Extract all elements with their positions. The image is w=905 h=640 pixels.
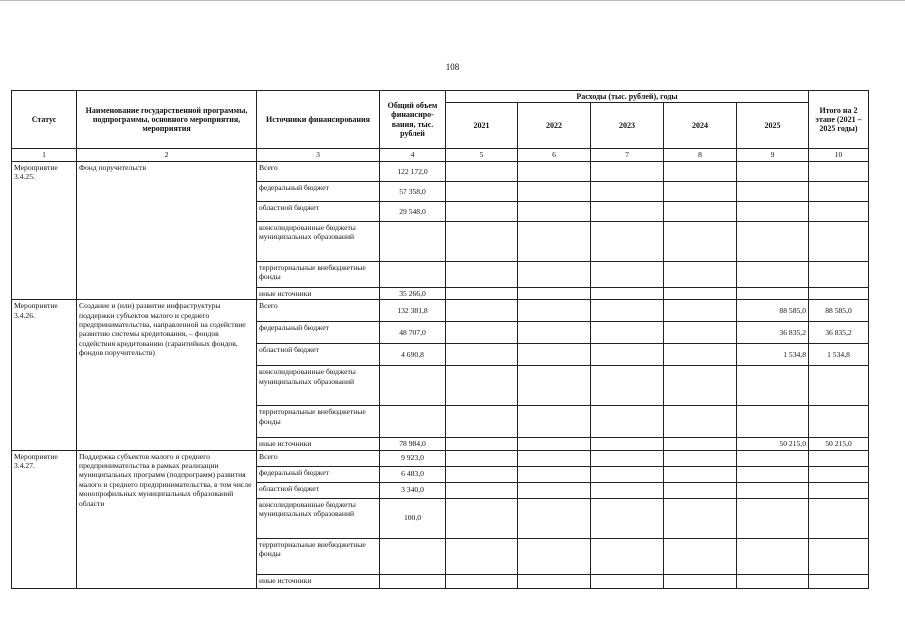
row-source: федеральный бюджет	[257, 322, 380, 344]
row-itogo	[809, 538, 869, 574]
column-number: 8	[664, 149, 737, 161]
row-total: 100,0	[380, 498, 446, 538]
row-year-cell	[664, 344, 737, 366]
row-year-cell	[518, 287, 591, 299]
row-year-cell	[591, 366, 664, 406]
row-year-cell	[591, 161, 664, 181]
row-itogo	[809, 574, 869, 588]
row-total	[380, 261, 446, 287]
row-year-2025: 88 585,0	[737, 300, 809, 322]
header-sources: Источники финансирования	[257, 91, 380, 149]
header-year: 2022	[518, 103, 591, 149]
row-year-cell	[591, 300, 664, 322]
row-year-cell	[518, 221, 591, 261]
row-year-2025	[737, 221, 809, 261]
row-year-cell	[446, 482, 518, 498]
row-total: 35 266,0	[380, 287, 446, 299]
row-year-cell	[591, 574, 664, 588]
row-year-cell	[664, 482, 737, 498]
row-year-cell	[518, 406, 591, 438]
row-itogo	[809, 482, 869, 498]
row-total: 48 707,0	[380, 322, 446, 344]
row-source: консолидированные бюджеты муниципальных образований	[257, 498, 380, 538]
row-total: 132 381,8	[380, 300, 446, 322]
row-year-cell	[518, 161, 591, 181]
row-status: Мероприятие 3.4.26.	[12, 300, 77, 450]
row-year-cell	[518, 322, 591, 344]
row-source: территориальные внебюджетные фонды	[257, 261, 380, 287]
row-year-cell	[591, 344, 664, 366]
row-source: консолидированные бюджеты муниципальных образований	[257, 366, 380, 406]
header-year: 2024	[664, 103, 737, 149]
row-source: областной бюджет	[257, 482, 380, 498]
column-number: 2	[77, 149, 257, 161]
row-name: Фонд поручительств	[77, 161, 257, 299]
row-itogo	[809, 181, 869, 201]
row-source: Всего	[257, 300, 380, 322]
row-source: Всего	[257, 450, 380, 466]
row-year-cell	[518, 261, 591, 287]
row-source: областной бюджет	[257, 201, 380, 221]
row-year-cell	[446, 300, 518, 322]
row-year-cell	[591, 538, 664, 574]
header-itogo: Итого на 2 этапе (2021 – 2025 годы)	[809, 91, 869, 149]
row-year-cell	[446, 498, 518, 538]
row-year-cell	[446, 261, 518, 287]
column-number: 3	[257, 149, 380, 161]
row-year-2025	[737, 406, 809, 438]
row-year-cell	[446, 574, 518, 588]
row-total: 4 690,8	[380, 344, 446, 366]
row-year-cell	[518, 201, 591, 221]
row-year-cell	[446, 538, 518, 574]
row-year-cell	[664, 538, 737, 574]
row-total: 3 340,0	[380, 482, 446, 498]
table-row	[12, 450, 869, 466]
row-year-2025	[737, 466, 809, 482]
row-total	[380, 366, 446, 406]
row-year-2025	[737, 498, 809, 538]
row-year-2025	[737, 482, 809, 498]
row-total	[380, 406, 446, 438]
row-year-cell	[446, 438, 518, 450]
row-itogo	[809, 498, 869, 538]
row-year-2025	[737, 161, 809, 181]
row-year-2025	[737, 201, 809, 221]
row-itogo: 50 215,0	[809, 438, 869, 450]
row-source: федеральный бюджет	[257, 466, 380, 482]
row-year-cell	[446, 181, 518, 201]
row-total: 57 358,0	[380, 181, 446, 201]
row-year-cell	[591, 181, 664, 201]
row-source: федеральный бюджет	[257, 181, 380, 201]
row-itogo	[809, 261, 869, 287]
row-source: территориальные внебюджетные фонды	[257, 538, 380, 574]
row-year-cell	[664, 450, 737, 466]
row-year-cell	[518, 538, 591, 574]
header-name: Наименование государственной программы, подпрограммы, основного мероприятия, мероприятия	[77, 91, 257, 149]
row-year-cell	[664, 438, 737, 450]
row-name: Поддержка субъектов малого и среднего предпринимательства в рамках реализации муниципальных программ (подпрограмм) развития малого и среднего предпринимательства, в том числе монопрофильных муниципальных образований области	[77, 450, 257, 588]
row-year-cell	[518, 300, 591, 322]
row-year-cell	[664, 466, 737, 482]
page-number: 108	[445, 62, 460, 72]
table-row	[12, 161, 869, 181]
row-year-cell	[591, 322, 664, 344]
row-year-cell	[664, 287, 737, 299]
row-itogo: 1 534,8	[809, 344, 869, 366]
row-itogo	[809, 406, 869, 438]
row-year-cell	[591, 406, 664, 438]
column-number: 1	[12, 149, 77, 161]
row-status: Мероприятие 3.4.25.	[12, 161, 77, 299]
header-year: 2023	[591, 103, 664, 149]
row-year-cell	[664, 201, 737, 221]
row-year-cell	[446, 450, 518, 466]
row-total: 6 483,0	[380, 466, 446, 482]
row-year-cell	[664, 498, 737, 538]
header-expenses: Расходы (тыс. рублей), годы	[446, 91, 809, 103]
row-itogo: 36 835,2	[809, 322, 869, 344]
row-name: Создание и (или) развитие инфраструктуры поддержки субъектов малого и среднего предпринимательства, направленной на содействие развитию системы кредитования, – фондов содействия кредитованию (гарантийных фондов, фондов поручительств)	[77, 300, 257, 450]
row-source: иные источники	[257, 287, 380, 299]
row-source: консолидированные бюджеты муниципальных образований	[257, 221, 380, 261]
row-year-2025	[737, 366, 809, 406]
row-itogo	[809, 366, 869, 406]
row-year-cell	[518, 181, 591, 201]
scan-edge	[0, 0, 905, 1]
column-number: 5	[446, 149, 518, 161]
row-year-cell	[518, 498, 591, 538]
row-year-cell	[664, 406, 737, 438]
row-status: Мероприятие 3.4.27.	[12, 450, 77, 588]
row-source: областной бюджет	[257, 344, 380, 366]
row-year-2025	[737, 450, 809, 466]
row-year-cell	[446, 406, 518, 438]
row-year-cell	[518, 482, 591, 498]
table-body	[12, 161, 869, 588]
header-year: 2025	[737, 103, 809, 149]
row-year-cell	[664, 161, 737, 181]
row-year-2025	[737, 181, 809, 201]
row-year-cell	[446, 344, 518, 366]
row-year-2025	[737, 538, 809, 574]
row-year-cell	[591, 438, 664, 450]
column-number: 6	[518, 149, 591, 161]
column-number: 4	[380, 149, 446, 161]
column-number: 7	[591, 149, 664, 161]
row-source: иные источники	[257, 438, 380, 450]
row-itogo	[809, 221, 869, 261]
row-year-cell	[664, 322, 737, 344]
row-year-cell	[664, 181, 737, 201]
row-year-cell	[518, 466, 591, 482]
row-total	[380, 221, 446, 261]
row-year-cell	[518, 438, 591, 450]
row-year-cell	[446, 161, 518, 181]
row-year-cell	[518, 574, 591, 588]
column-number: 9	[737, 149, 809, 161]
row-total	[380, 574, 446, 588]
row-year-cell	[446, 221, 518, 261]
row-year-cell	[591, 498, 664, 538]
row-itogo	[809, 161, 869, 181]
row-total	[380, 538, 446, 574]
row-year-cell	[446, 287, 518, 299]
row-total: 29 548,0	[380, 201, 446, 221]
header-total: Общий объем финансиро-вания, тыс. рублей	[380, 91, 446, 149]
row-itogo	[809, 450, 869, 466]
row-itogo	[809, 466, 869, 482]
column-number: 10	[809, 149, 869, 161]
row-year-cell	[591, 450, 664, 466]
row-year-cell	[591, 201, 664, 221]
row-itogo	[809, 287, 869, 299]
row-itogo	[809, 201, 869, 221]
header-status: Статус	[12, 91, 77, 149]
row-year-cell	[664, 366, 737, 406]
row-year-2025: 1 534,8	[737, 344, 809, 366]
column-number-row	[12, 149, 869, 161]
row-year-cell	[664, 221, 737, 261]
row-year-cell	[446, 322, 518, 344]
row-year-cell	[664, 300, 737, 322]
row-year-cell	[518, 344, 591, 366]
row-year-2025	[737, 574, 809, 588]
row-year-2025	[737, 261, 809, 287]
financing-table	[11, 90, 869, 589]
row-year-cell	[591, 221, 664, 261]
row-year-cell	[446, 466, 518, 482]
row-year-2025: 50 215,0	[737, 438, 809, 450]
row-source: иные источники	[257, 574, 380, 588]
row-total: 9 923,0	[380, 450, 446, 466]
row-total: 78 984,0	[380, 438, 446, 450]
row-source: территориальные внебюджетные фонды	[257, 406, 380, 438]
row-year-cell	[664, 261, 737, 287]
row-year-cell	[664, 574, 737, 588]
header-year: 2021	[446, 103, 518, 149]
row-itogo: 88 585,0	[809, 300, 869, 322]
row-source: Всего	[257, 161, 380, 181]
row-year-2025: 36 835,2	[737, 322, 809, 344]
table-row	[12, 300, 869, 322]
row-year-cell	[446, 201, 518, 221]
row-year-cell	[518, 450, 591, 466]
row-year-cell	[446, 366, 518, 406]
row-total: 122 172,0	[380, 161, 446, 181]
row-year-cell	[591, 482, 664, 498]
row-year-cell	[518, 366, 591, 406]
row-year-cell	[591, 261, 664, 287]
row-year-2025	[737, 287, 809, 299]
row-year-cell	[591, 466, 664, 482]
row-year-cell	[591, 287, 664, 299]
